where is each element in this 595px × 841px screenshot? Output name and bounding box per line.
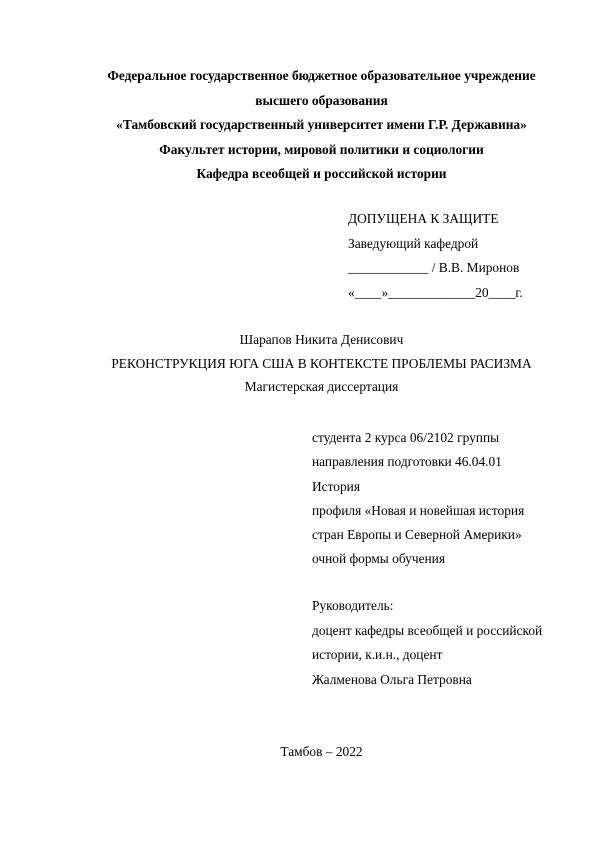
header-line-faculty: Факультет истории, мировой политики и социологии [159, 141, 484, 157]
header-line-education-level: высшего образования [255, 92, 388, 108]
thesis-title: РЕКОНСТРУКЦИЯ ЮГА США В КОНТЕКСТЕ ПРОБЛЕМЫ РАСИЗМА [111, 355, 532, 371]
approval-date-line: «____»_____________20____г. [348, 284, 523, 300]
student-profile-cont: стран Европы и Северной Америки» [312, 527, 522, 543]
supervisor-name: Жалменова Ольга Петровна [312, 671, 472, 687]
thesis-title-block [0, 328, 595, 399]
student-info-block [312, 426, 524, 572]
student-direction-name: История [312, 478, 361, 494]
header-line-department: Кафедра всеобщей и российской истории [196, 166, 447, 181]
city-year-footer: Тамбов – 2022 [280, 744, 363, 759]
institution-header [40, 64, 595, 187]
supervisor-position: доцент кафедры всеобщей и российской [312, 622, 543, 638]
approval-block [348, 207, 523, 305]
supervisor-degree: истории, к.и.н., доцент [312, 647, 443, 662]
student-course-group: студента 2 курса 06/2102 группы [312, 430, 500, 445]
supervisor-block [312, 594, 542, 692]
approval-position: Заведующий кафедрой [348, 235, 479, 251]
work-type: Магистерская диссертация [244, 379, 399, 394]
approval-signature-line: ____________ / В.В. Миронов [348, 260, 520, 275]
author-name: Шарапов Никита Денисович [239, 332, 404, 347]
student-profile: профиля «Новая и новейшая история [312, 502, 525, 518]
approval-heading: ДОПУЩЕНА К ЗАЩИТЕ [348, 211, 499, 226]
supervisor-label: Руководитель: [312, 598, 394, 613]
header-line-university: «Тамбовский государственный университет имени Г.Р. Державина» [116, 117, 527, 132]
header-line-ministry: Федеральное государственное бюджетное образовательное учреждение [107, 68, 536, 83]
student-study-form: очной формы обучения [312, 551, 446, 567]
student-direction: направления подготовки 46.04.01 [312, 454, 502, 470]
